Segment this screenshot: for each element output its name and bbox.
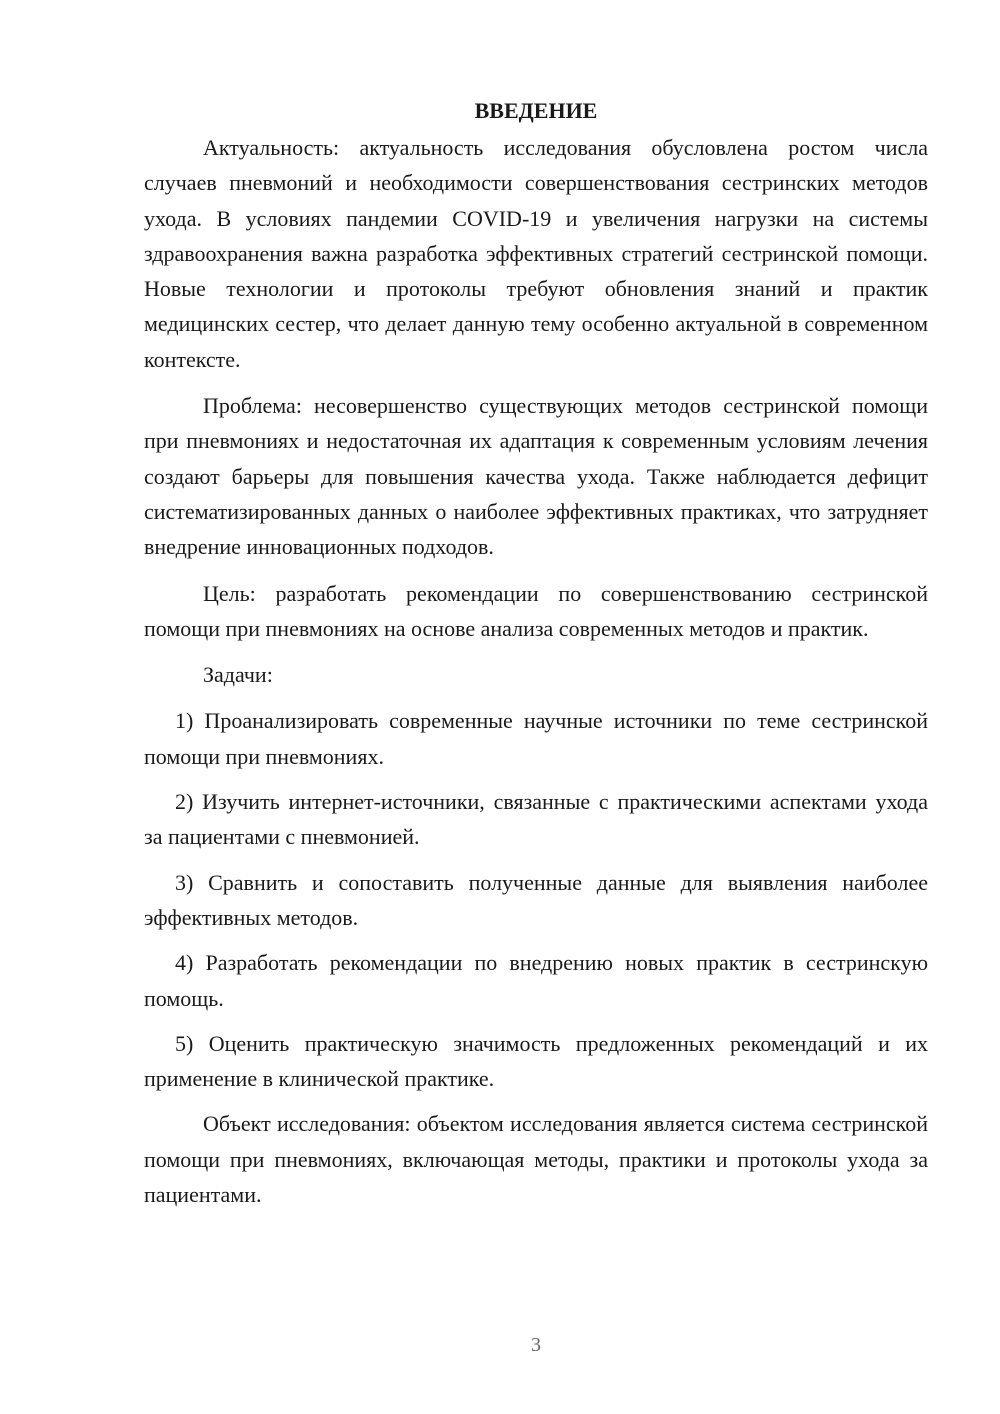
task-item: 4) Разработать рекомендации по внедрению новых практик в сестринскую помощь. xyxy=(144,950,928,1011)
document-page xyxy=(144,92,928,1223)
task-item: 1) Проанализировать современные научные источники по теме сестринской помощи при пневмониях. xyxy=(144,708,928,769)
paragraph-goal: Цель: разработать рекомендации по совершенствованию сестринской помощи при пневмониях на основе анализа современных методов и практик. xyxy=(144,580,928,641)
tasks-list xyxy=(144,703,928,1096)
paragraph-relevance: Актуальность: актуальность исследования обусловлена ростом числа случаев пневмоний и необходимости совершенствования сестринских методов ухода. В условиях пандемии COVID-19 и увеличения нагрузки на системы здравоохранения важна разработка эффективных стратегий сестринской помощи. Новые технологии и протоколы требуют обновления знаний и практик медицинских сестер, что делает данную тему особенно актуальной в современном контексте. xyxy=(144,135,928,372)
task-item: 2) Изучить интернет-источники, связанные с практическими аспектами ухода за пациентами с пневмонией. xyxy=(144,789,928,850)
paragraph-object: Объект исследования: объектом исследования является система сестринской помощи при пневмониях, включающая методы, практики и протоколы ухода за пациентами. xyxy=(144,1111,928,1208)
task-item: 3) Сравнить и сопоставить полученные данные для выявления наиболее эффективных методов. xyxy=(144,869,928,930)
page-number: 3 xyxy=(531,1334,541,1356)
task-item: 5) Оценить практическую значимость предложенных рекомендаций и их применение в клинической практике. xyxy=(144,1030,928,1092)
document-heading: ВВЕДЕНИЕ xyxy=(474,98,598,123)
paragraph-problem: Проблема: несовершенство существующих методов сестринской помощи при пневмониях и недостаточная их адаптация к современным условиям лечения создают барьеры для повышения качества ухода. Также наблюдается дефицит систематизированных данных о наиболее эффективных практиках, что затрудняет внедрение инновационных подходов. xyxy=(144,393,928,560)
tasks-label: Задачи: xyxy=(203,662,273,688)
